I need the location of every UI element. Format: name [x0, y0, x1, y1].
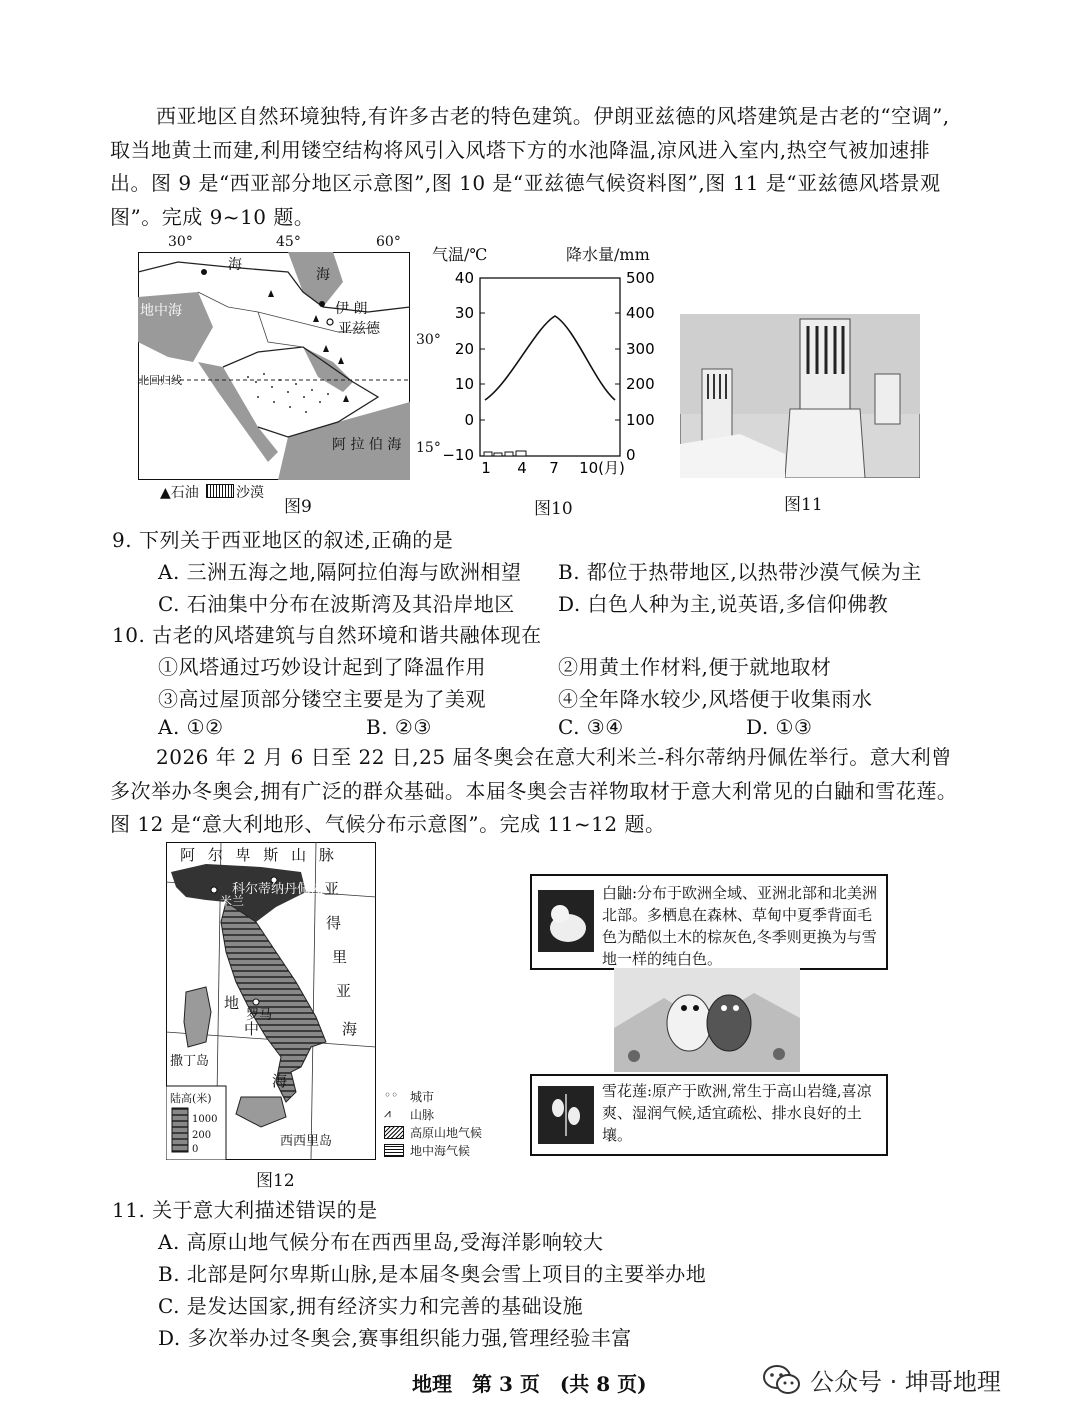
figure-11 — [680, 314, 920, 514]
mascot-panel — [530, 874, 890, 1160]
mascot-illustration — [614, 968, 800, 1072]
precip-tick-300: 300 — [626, 340, 655, 358]
sea-label-arabian: 阿 拉 伯 海 — [332, 437, 402, 453]
stoat-box — [530, 874, 888, 970]
legend-city-icon: ◦◦ — [384, 1088, 399, 1102]
q10-option-c[interactable]: C. ③④ — [558, 715, 624, 739]
legend-mountain: 山脉 — [410, 1108, 435, 1122]
precip-tick-200: 200 — [626, 375, 655, 393]
milan-label: 米兰 — [220, 894, 245, 908]
adriatic-label-1: 亚 — [324, 880, 340, 898]
snowdrop-text: 雪花莲:原产于欧洲,常生于高山岩缝,喜凉爽、湿润气候,适宜疏松、排水良好的土壤。 — [602, 1082, 872, 1144]
city-label-yazd: 亚兹德 — [338, 321, 380, 337]
figure-10 — [430, 238, 660, 518]
x-tick-4: 4 — [517, 459, 527, 476]
legend-city: 城市 — [410, 1090, 435, 1104]
temp-axis-title: 气温/℃ — [432, 245, 488, 264]
lat-label-15: 15° — [416, 440, 441, 456]
q9-option-d[interactable]: D. 白色人种为主,说英语,多信仰佛教 — [558, 592, 889, 616]
elevation-tick-1000: 1000 — [192, 1114, 218, 1125]
cortina-label: 科尔蒂纳丹佩佐 — [232, 882, 324, 897]
intro-paragraph-2 — [110, 741, 960, 842]
figure-12-caption: 图12 — [256, 1171, 295, 1191]
country-label-iran: 伊 朗 — [335, 301, 368, 317]
wechat-icon — [762, 1363, 802, 1397]
q10-statement-4: ④全年降水较少,风塔便于收集雨水 — [558, 687, 873, 711]
intro-paragraph-1 — [110, 100, 960, 234]
figure-11-caption: 图11 — [784, 495, 823, 515]
lon-label-60: 60° — [376, 234, 401, 250]
med-label-3: 海 — [272, 1072, 288, 1090]
q10-statement-3: ③高过屋顶部分镂空主要是为了美观 — [158, 687, 486, 711]
alps-label: 阿 尔 卑 斯 山 脉 — [180, 846, 338, 864]
adriatic-label-2: 得 — [326, 914, 342, 932]
legend-med: 地中海气候 — [410, 1144, 471, 1158]
q10-option-d[interactable]: D. ①③ — [746, 715, 813, 739]
lon-label-30: 30° — [168, 234, 193, 250]
legend-highland: 高原山地气候 — [410, 1126, 483, 1140]
precip-tick-0: 0 — [626, 446, 636, 464]
sea-label-caspian: 海 — [316, 267, 330, 283]
watermark — [762, 1362, 1001, 1397]
x-tick-1: 1 — [481, 459, 491, 476]
precip-bar-mar — [505, 452, 513, 456]
precip-bar-jan — [484, 452, 492, 456]
figure-10-caption: 图10 — [534, 499, 573, 519]
adriatic-label-3: 里 — [332, 948, 348, 966]
climate-chart — [430, 268, 660, 476]
temp-tick-neg10: −10 — [442, 446, 474, 464]
q10-stem: 10. 古老的风塔建筑与自然环境和谐共融体现在 — [112, 623, 542, 647]
legend-desert-swatch — [206, 484, 234, 498]
temp-tick-0: 0 — [464, 411, 474, 429]
q9-option-c[interactable]: C. 石油集中分布在波斯湾及其沿岸地区 — [158, 592, 515, 616]
q9-option-a[interactable]: A. 三洲五海之地,隔阿拉伯海与欧洲相望 — [158, 560, 522, 584]
q9-option-b[interactable]: B. 都位于热带地区,以热带沙漠气候为主 — [558, 560, 922, 584]
precip-tick-100: 100 — [626, 411, 655, 429]
adriatic-label-4: 亚 — [336, 982, 352, 1000]
x-tick-7: 7 — [549, 459, 559, 476]
q10-option-b[interactable]: B. ②③ — [366, 715, 432, 739]
precip-axis-title: 降水量/mm — [566, 245, 650, 264]
q11-option-a[interactable]: A. 高原山地气候分布在西西里岛,受海洋影响较大 — [158, 1230, 604, 1254]
q10-statement-1: ①风塔通过巧妙设计起到了降温作用 — [158, 655, 486, 679]
precip-bar-feb — [494, 453, 502, 456]
figure-9 — [120, 234, 441, 517]
q11-option-d[interactable]: D. 多次举办过冬奥会,赛事组织能力强,管理经验丰富 — [158, 1326, 632, 1350]
med-label-2: 中 — [244, 1020, 260, 1038]
wind-tower-photo — [680, 314, 920, 478]
elevation-tick-0: 0 — [192, 1144, 199, 1155]
elevation-tick-200: 200 — [192, 1130, 212, 1141]
sicily-label: 西西里岛 — [280, 1134, 333, 1149]
q11-option-b[interactable]: B. 北部是阿尔卑斯山脉,是本届冬奥会雪上项目的主要举办地 — [158, 1262, 707, 1286]
figure-12 — [166, 842, 506, 1192]
legend-desert: 沙漠 — [236, 485, 264, 501]
q10-option-a[interactable]: A. ①② — [158, 715, 224, 739]
legend-oil: ▲石油 — [160, 485, 199, 501]
q10-statement-2: ②用黄土作材料,便于就地取材 — [558, 655, 832, 679]
rome-label: 罗马 — [246, 1008, 273, 1023]
legend-med-swatch — [384, 1144, 404, 1157]
adriatic-label-5: 海 — [342, 1020, 358, 1038]
precip-tick-400: 400 — [626, 304, 655, 322]
snowdrop-icon — [538, 1086, 594, 1144]
lat-label-30: 30° — [416, 332, 441, 348]
precip-tick-500: 500 — [626, 269, 655, 287]
sardinia-label: 撒丁岛 — [170, 1054, 210, 1069]
elevation-legend-title: 陆高(米) — [170, 1092, 212, 1105]
sea-label-mediterranean: 地中海 — [140, 303, 182, 319]
temp-tick-30: 30 — [454, 304, 474, 322]
page-footer: 地理 第 3 页 (共 8 页) — [412, 1372, 647, 1396]
stoat-icon — [538, 890, 594, 952]
legend-highland-swatch — [384, 1126, 404, 1139]
q9-stem: 9. 下列关于西亚地区的叙述,正确的是 — [112, 528, 454, 552]
snowdrop-box — [530, 1074, 888, 1156]
temp-tick-10: 10 — [454, 375, 474, 393]
temp-tick-20: 20 — [454, 340, 474, 358]
lon-label-45: 45° — [276, 234, 301, 250]
x-tick-10: 10(月) — [579, 459, 625, 476]
sea-label-black: 海 — [228, 257, 242, 273]
tropic-of-cancer-label: 北回归线 — [138, 374, 182, 387]
med-label-1: 地 — [224, 994, 240, 1012]
intro-text-1: 西亚地区自然环境独特,有许多古老的特色建筑。伊朗亚兹德的风塔建筑是古老的“空调”,取当地黄土而建,利用镂空结构将风引入风塔下方的水池降温,凉风进入室内,热空气被加速排出。图 9 是“西亚部分地区示意图”,图 10 是“亚兹德气候资料图”,图 11 是“亚兹德风塔景观图”。完成 9~10 题。 — [110, 104, 950, 229]
watermark-text: 公众号 · 坤哥地理 — [810, 1368, 1001, 1396]
precip-bar-apr — [516, 451, 526, 456]
temp-tick-40: 40 — [454, 269, 474, 287]
figure-9-caption: 图9 — [284, 497, 312, 517]
stoat-text: 白鼬:分布于欧洲全域、亚洲北部和北美洲北部。多栖息在森林、草甸中夏季背面毛色为酷似土木的棕灰色,冬季则更换为与雪地一样的纯白色。 — [602, 884, 878, 968]
q11-option-c[interactable]: C. 是发达国家,拥有经济实力和完善的基础设施 — [158, 1294, 584, 1318]
q11-stem: 11. 关于意大利描述错误的是 — [112, 1198, 378, 1222]
legend-mountain-icon: ⩘ — [384, 1106, 391, 1120]
intro-text-2: 2026 年 2 月 6 日至 22 日,25 届冬奥会在意大利米兰-科尔蒂纳丹佩佐举行。意大利曾多次举办冬奥会,拥有广泛的群众基础。本届冬奥会吉祥物取材于意大利常见的白鼬和雪花莲。图 12 是“意大利地形、气候分布示意图”。完成 11~12 题。 — [110, 745, 958, 836]
